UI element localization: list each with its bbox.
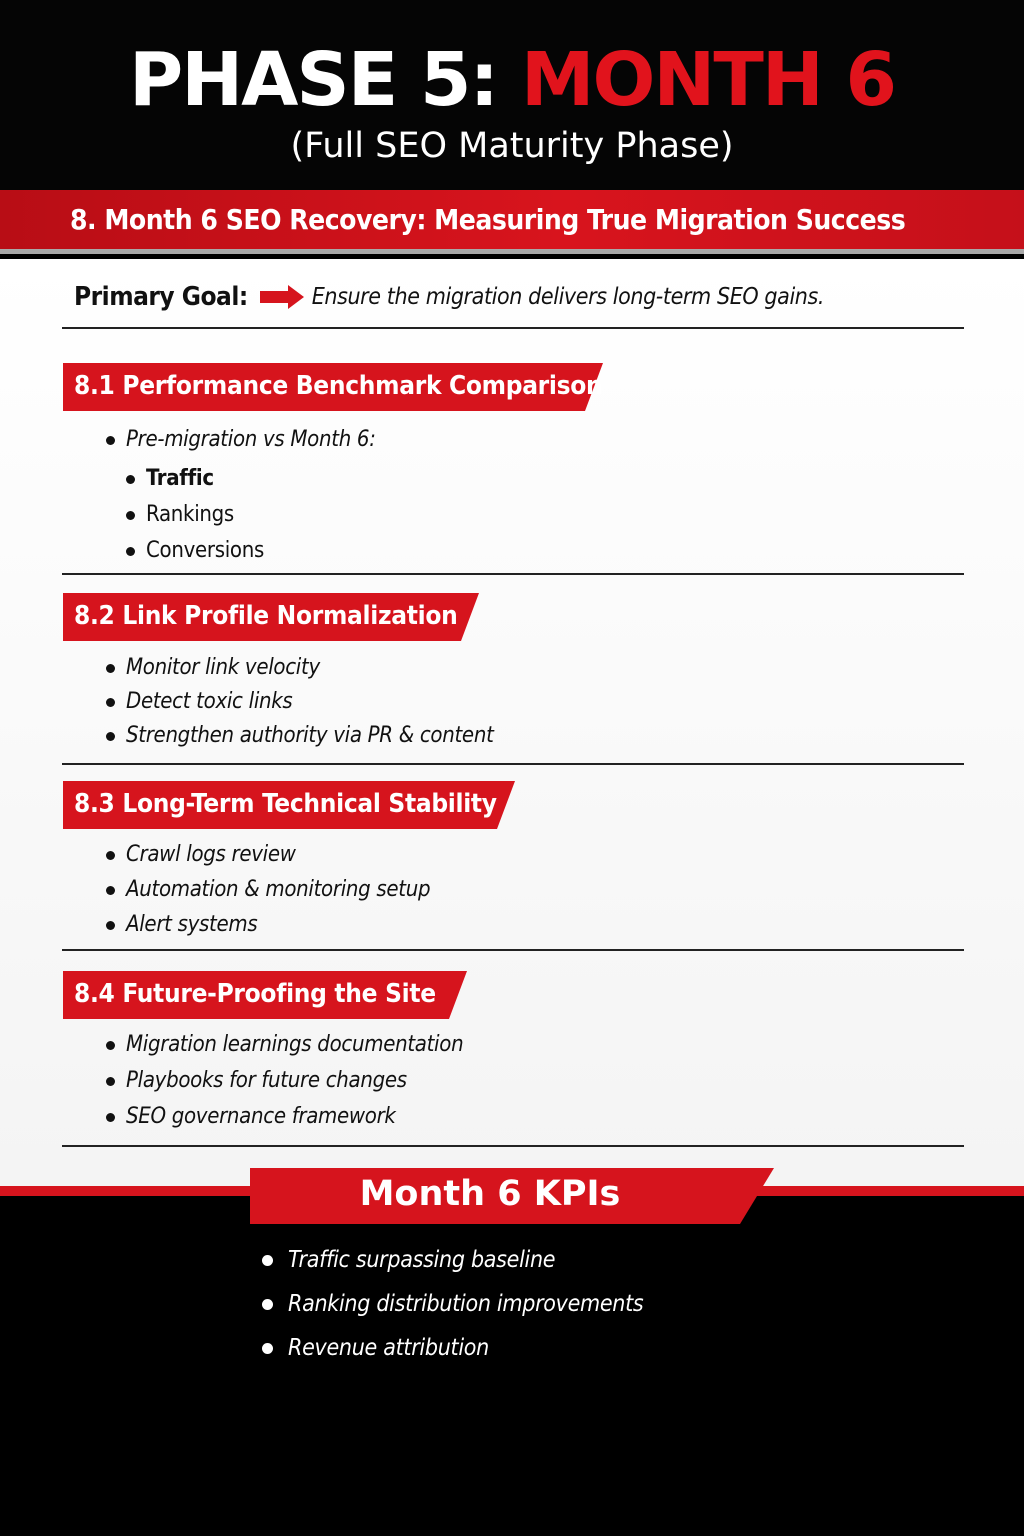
list-item: Automation & monitoring setup — [106, 872, 430, 907]
section-heading-8-1 — [63, 363, 603, 411]
section-title: 8.4 Future-Proofing the Site — [74, 979, 436, 1009]
section-title: 8.3 Long-Term Technical Stability — [74, 789, 497, 819]
page-subtitle: (Full SEO Maturity Phase) — [290, 126, 734, 166]
divider — [62, 949, 964, 951]
list-item: Playbooks for future changes — [106, 1063, 463, 1099]
page-title — [0, 38, 1024, 122]
list-item: Pre-migration vs Month 6: — [106, 423, 376, 457]
content-panel — [0, 259, 1024, 1190]
list-item: Conversions — [126, 533, 264, 569]
list-item: Detect toxic links — [106, 685, 494, 719]
list-item: Monitor link velocity — [106, 651, 494, 685]
title-phase: PHASE 5: — [128, 37, 498, 123]
section-heading-8-3 — [63, 781, 515, 829]
kpi-item: Revenue attribution — [262, 1328, 643, 1372]
section-list-8-1 — [106, 423, 376, 457]
divider — [62, 763, 964, 765]
primary-goal-label: Primary Goal: — [74, 282, 248, 312]
list-item: Migration learnings documentation — [106, 1027, 463, 1063]
list-item: Traffic — [126, 461, 264, 497]
kpi-list — [262, 1240, 643, 1372]
divider — [62, 1145, 964, 1147]
section-title: 8.1 Performance Benchmark Comparison — [74, 371, 603, 401]
section-sublist-8-1 — [126, 461, 264, 569]
divider — [62, 573, 964, 575]
arrow-right-icon — [260, 285, 304, 309]
kpi-title: Month 6 KPIs — [359, 1174, 621, 1214]
list-item: SEO governance framework — [106, 1099, 463, 1135]
kpi-item: Ranking distribution improvements — [262, 1284, 643, 1328]
kpi-banner — [250, 1168, 774, 1224]
primary-goal — [74, 277, 824, 317]
section-list-8-2 — [106, 651, 494, 753]
section-heading-8-4 — [63, 971, 467, 1019]
title-month: MONTH 6 — [520, 37, 896, 123]
kpi-item: Traffic surpassing baseline — [262, 1240, 643, 1284]
list-item: Strengthen authority via PR & content — [106, 719, 494, 753]
section-band — [0, 190, 1024, 254]
divider — [62, 327, 964, 329]
section-heading-8-2 — [63, 593, 479, 641]
list-item: Rankings — [126, 497, 264, 533]
section-title: 8.2 Link Profile Normalization — [74, 601, 458, 631]
section-list-8-3 — [106, 837, 430, 942]
primary-goal-text: Ensure the migration delivers long-term SEO gains. — [311, 284, 825, 310]
list-item: Crawl logs review — [106, 837, 430, 872]
section-band-title: 8. Month 6 SEO Recovery: Measuring True Migration Success — [70, 203, 906, 236]
list-item: Alert systems — [106, 907, 430, 942]
section-list-8-4 — [106, 1027, 463, 1135]
page-header — [0, 0, 1024, 190]
